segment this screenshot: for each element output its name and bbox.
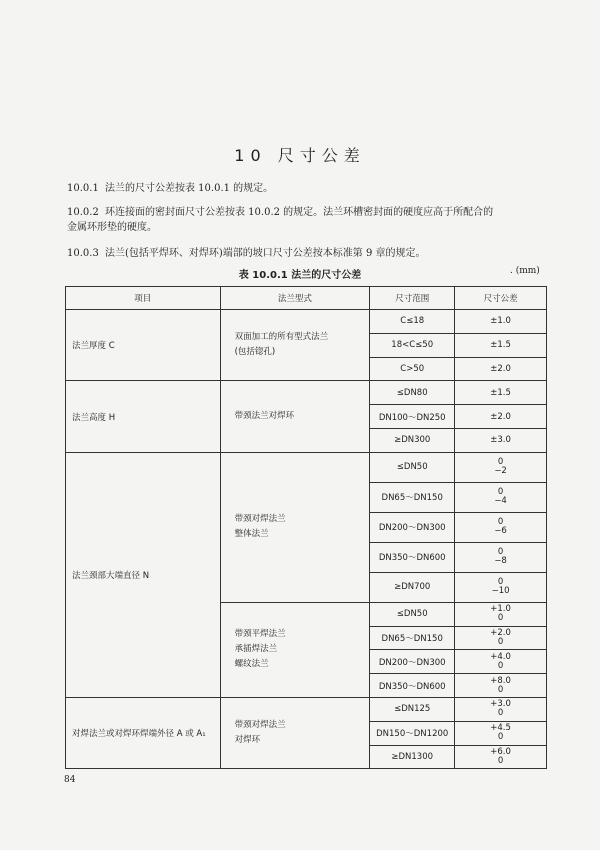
item-cell: 法兰厚度 C (66, 310, 221, 381)
tolerance-cell: +8.0 0 (455, 674, 547, 698)
header-type: 法兰型式 (220, 287, 370, 310)
range-cell: DN200～DN300 (370, 650, 455, 674)
tolerance-table (65, 286, 547, 769)
item-cell: 法兰高度 H (66, 381, 221, 452)
range-cell: ≤DN50 (370, 602, 455, 626)
paragraph-text-cont: 金属环形垫的硬度。 (67, 222, 157, 233)
table-header-row (66, 287, 547, 310)
clause-number: 10.0.2 (67, 207, 99, 218)
unit-label: . (mm) (510, 266, 540, 276)
type-cell: 带颈对焊法兰 整体法兰 (220, 452, 370, 602)
paragraph-text: 法兰(包括平焊环、对焊环)端部的坡口尺寸公差按本标准第 9 章的规定。 (105, 248, 426, 259)
range-cell: DN200～DN300 (370, 512, 455, 542)
tolerance-cell: 0 −6 (455, 512, 547, 542)
tolerance-cell: +4.0 0 (455, 650, 547, 674)
range-cell: DN350～DN600 (370, 542, 455, 572)
range-cell: DN100～DN250 (370, 405, 455, 429)
table-row (66, 697, 547, 721)
type-cell: 带颈对焊法兰 对焊环 (220, 697, 370, 768)
range-cell: C>50 (370, 357, 455, 381)
range-cell: ≥DN300 (370, 428, 455, 452)
paragraph-text: 法兰的尺寸公差按表 10.0.1 的规定。 (105, 183, 274, 194)
tolerance-cell: 0 −8 (455, 542, 547, 572)
tolerance-cell: +4.5 0 (455, 721, 547, 745)
tolerance-cell: 0 −2 (455, 452, 547, 482)
range-cell: ≥DN1300 (370, 745, 455, 769)
tolerance-cell: +6.0 0 (455, 745, 547, 769)
tolerance-cell: ±1.5 (455, 381, 547, 405)
tolerance-cell: ±3.0 (455, 428, 547, 452)
header-range: 尺寸范围 (370, 287, 455, 310)
table-row (66, 381, 547, 405)
type-cell: 双面加工的所有型式法兰 (包括锪孔) (220, 310, 370, 381)
tolerance-cell: +1.0 0 (455, 602, 547, 626)
range-cell: ≤DN80 (370, 381, 455, 405)
range-cell: ≤DN50 (370, 452, 455, 482)
type-cell: 带颈平焊法兰 承插焊法兰 螺纹法兰 (220, 602, 370, 697)
paragraph-10-0-3 (67, 246, 547, 261)
range-cell: DN350～DN600 (370, 674, 455, 698)
tolerance-cell: ±2.0 (455, 405, 547, 429)
chapter-title: 10 尺寸公差 (234, 146, 366, 165)
header-tolerance: 尺寸公差 (455, 287, 547, 310)
table-row (66, 452, 547, 482)
page-number: 84 (64, 775, 76, 785)
clause-number: 10.0.3 (67, 248, 99, 259)
tolerance-cell: 0 −4 (455, 482, 547, 512)
range-cell: DN65～DN150 (370, 626, 455, 650)
tolerance-cell: +2.0 0 (455, 626, 547, 650)
range-cell: ≤DN125 (370, 697, 455, 721)
tolerance-cell: ±1.0 (455, 310, 547, 334)
tolerance-cell: +3.0 0 (455, 697, 547, 721)
range-cell: DN150～DN1200 (370, 721, 455, 745)
paragraph-10-0-2 (67, 205, 547, 235)
paragraph-text: 环连接面的密封面尺寸公差按表 10.0.2 的规定。法兰环槽密封面的硬度应高于所配合的 (105, 207, 494, 218)
header-item: 项目 (66, 287, 221, 310)
table-row (66, 310, 547, 334)
tolerance-cell: ±2.0 (455, 357, 547, 381)
paragraph-10-0-1 (67, 181, 547, 196)
tolerance-cell: 0 −10 (455, 572, 547, 602)
range-cell: C≤18 (370, 310, 455, 334)
range-cell: ≥DN700 (370, 572, 455, 602)
tolerance-cell: ±1.5 (455, 333, 547, 357)
item-cell: 法兰颈部大端直径 N (66, 452, 221, 697)
range-cell: 18<C≤50 (370, 333, 455, 357)
item-cell: 对焊法兰或对焊环焊端外径 A 或 A₁ (66, 697, 221, 768)
table-caption: 表 10.0.1 法兰的尺寸公差 (238, 270, 362, 281)
range-cell: DN65～DN150 (370, 482, 455, 512)
clause-number: 10.0.1 (67, 183, 99, 194)
type-cell: 带颈法兰对焊环 (220, 381, 370, 452)
